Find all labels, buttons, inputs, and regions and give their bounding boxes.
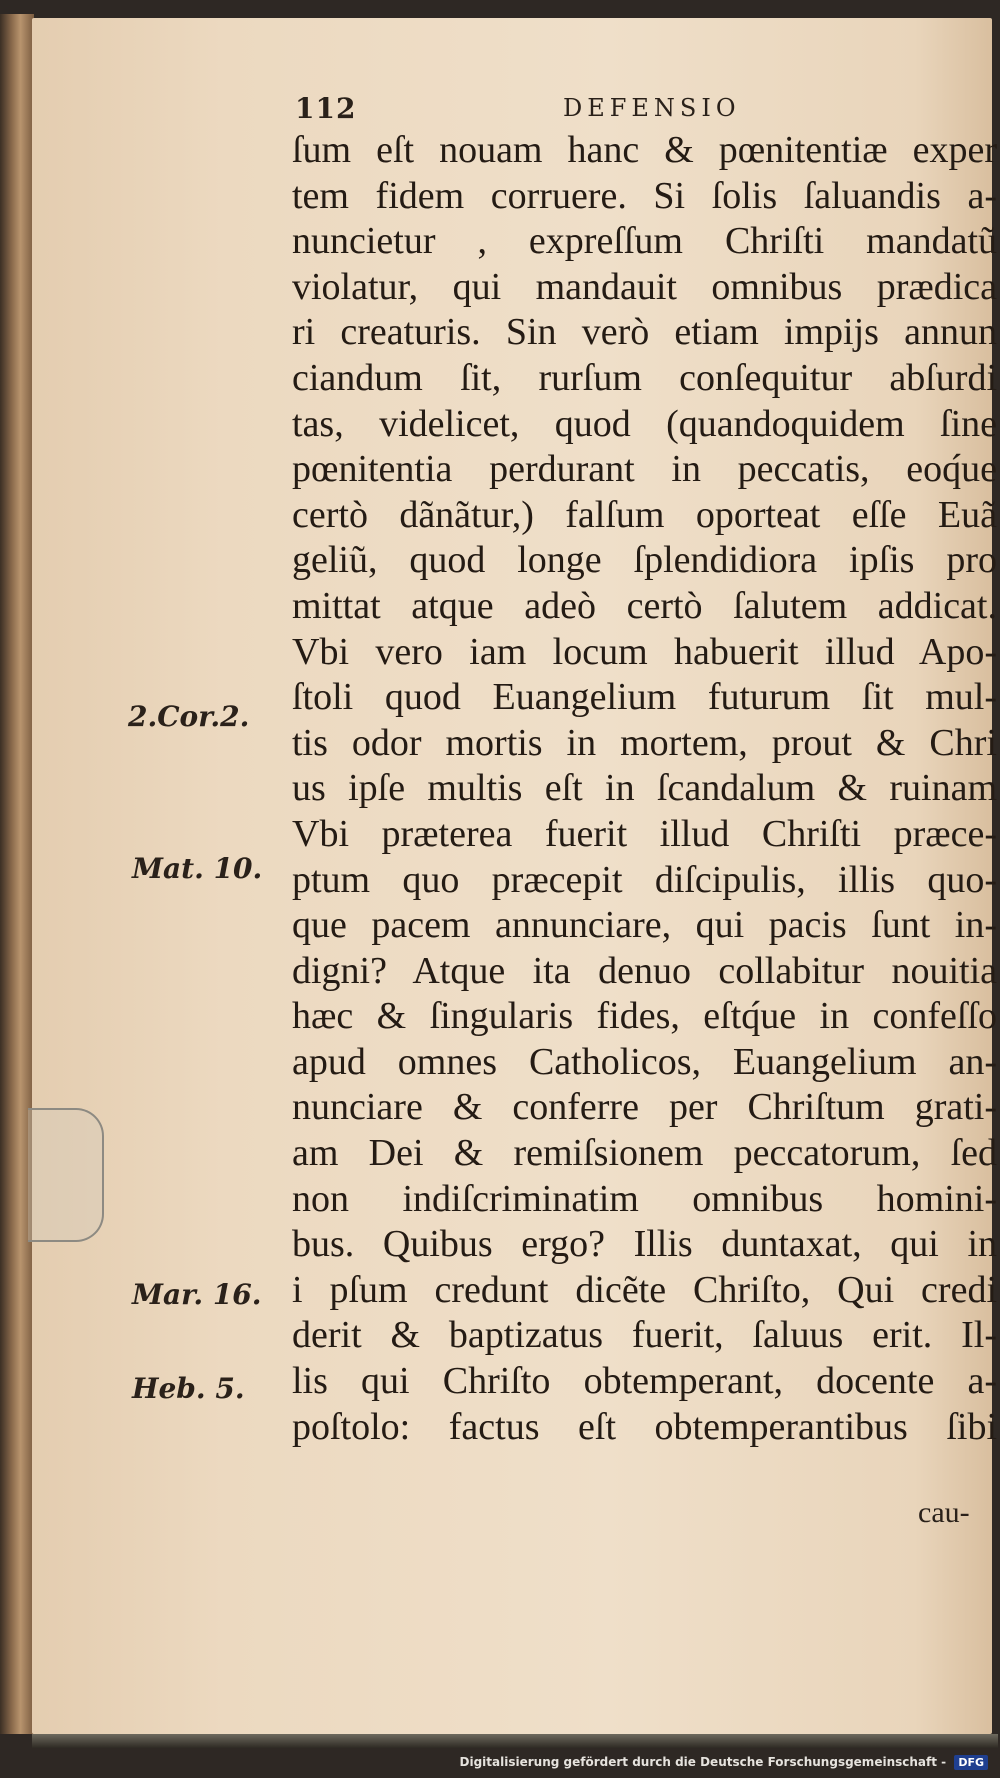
margin-note-mat: Mat. 10. [132,852,263,885]
running-head: DEFENSIO [563,94,741,122]
body-text [292,128,997,1450]
text-line: violatur, qui mandauit omnibus prædica [292,265,997,308]
text-line: tem fidem corruere. Si ſolis ſaluandis a- [292,174,997,217]
text-line: nunciare & conferre per Chriſtum grati- [292,1086,997,1129]
page-clip [28,1108,104,1242]
text-line: ſtoli quod Euangelium futurum ſit mul- [292,676,997,719]
text-line: Vbi vero iam locum habuerit illud Apo- [292,630,997,673]
dfg-logo: DFG [954,1755,988,1770]
text-line: us ipſe multis eſt in ſcandalum & ruinam [292,767,997,810]
text-line: geliũ, quod longe ſplendidiora ipſis pro [292,539,997,582]
margin-note-2cor: 2.Cor.2. [128,700,250,733]
text-line: tas, videlicet, quod (quandoquidem ſine [292,402,997,445]
text-line: tis odor mortis in mortem, prout & Chri [292,721,997,764]
book-bottom-edge [32,1734,998,1748]
text-line: hæc & ſingularis fides, eſtq́ue in confeſſo [292,995,997,1038]
text-line: lis qui Chriſto obtemperant, docente a- [292,1360,997,1403]
text-line: digni? Atque ita denuo collabitur nouitia [292,949,997,992]
text-line: apud omnes Catholicos, Euangelium an- [292,1040,997,1083]
margin-note-heb: Heb. 5. [132,1372,245,1405]
margin-note-mar: Mar. 16. [132,1278,262,1311]
text-line: ciandum ſit, rurſum conſequitur abſurdi [292,356,997,399]
text-line: ptum quo præcepit diſcipulis, illis quo- [292,858,997,901]
footer-credit: Digitalisierung gefördert durch die Deutsche Forschungsgemeinschaft - [459,1755,947,1769]
digitization-footer [0,1755,988,1775]
text-line: am Dei & remiſsionem peccatorum, ſed [292,1132,997,1175]
text-line: non indiſcriminatim omnibus homini- [292,1177,997,1220]
book-spine-edge [0,14,34,1734]
text-line: que pacem annunciare, qui pacis ſunt in- [292,904,997,947]
text-line: bus. Quibus ergo? Illis duntaxat, qui in [292,1223,997,1266]
page-header [295,92,995,132]
text-line: poſtolo: factus eſt obtemperantibus ſibi [292,1405,997,1448]
text-line: i pſum credunt dicẽte Chriſto, Qui credi [292,1268,997,1311]
text-line: nuncietur , expreſſum Chriſti mandatũ [292,220,997,263]
text-line: pœnitentia perdurant in peccatis, eoq́ue [292,448,997,491]
page-number: 112 [295,92,357,125]
text-line: derit & baptizatus fuerit, ſaluus erit. Il- [292,1314,997,1357]
text-line: Vbi præterea fuerit illud Chriſti præce- [292,812,997,855]
text-line: certò dãnãtur,) falſum oporteat eſſe Euã [292,493,997,536]
text-line: mittat atque adeò certò ſalutem addicat. [292,584,997,627]
text-line: ri creaturis. Sin verò etiam impijs annun [292,311,997,354]
catchword: cau- [918,1496,970,1529]
text-line: ſum eſt nouam hanc & pœnitentiæ exper [292,129,997,171]
